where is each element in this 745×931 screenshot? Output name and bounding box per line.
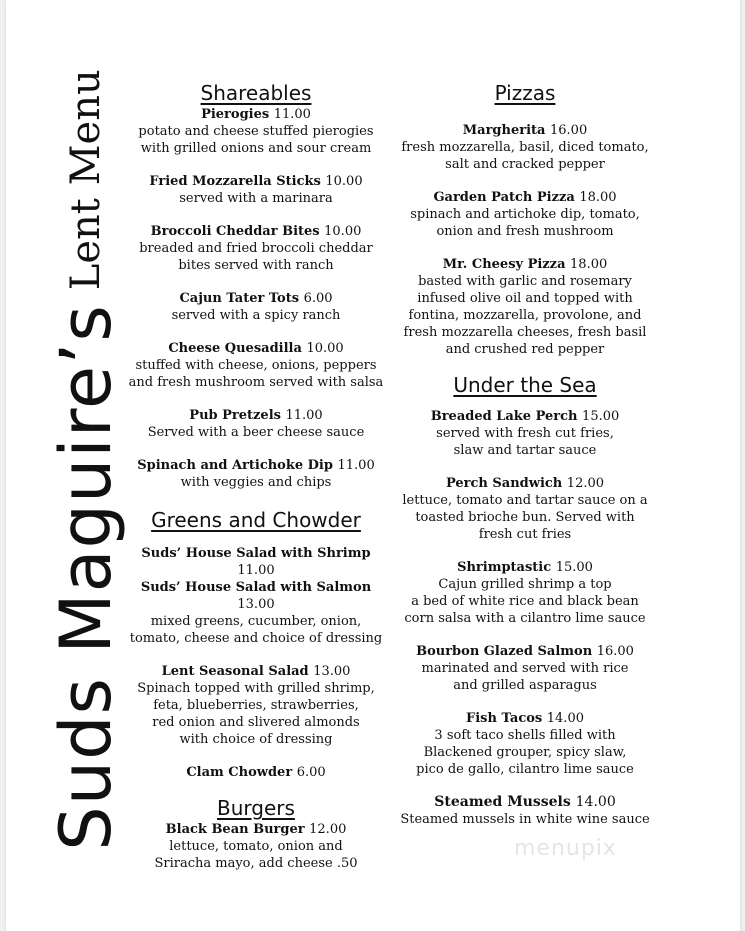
menu-item-broccoli-bites [122, 223, 390, 274]
menu-item-quesadilla [122, 340, 390, 391]
item-desc: spinach and artichoke dip, tomato, [410, 207, 640, 222]
item-desc: Steamed mussels in white wine sauce [400, 812, 650, 827]
item-desc: served with a spicy ranch [171, 308, 341, 323]
menu-item-mr-cheesy [394, 256, 656, 358]
item-desc: and crushed red pepper [445, 342, 605, 357]
item-price: 16.00 [550, 123, 588, 138]
item-desc: corn salsa with a cilantro lime sauce [404, 611, 646, 626]
menu-item-margherita [394, 122, 656, 173]
item-desc: marinated and served with rice [421, 661, 629, 676]
item-desc: bites served with ranch [178, 258, 334, 273]
menu-item-shrimptastic [394, 559, 656, 627]
menu-item-lake-perch [394, 408, 656, 459]
menu-item-seasonal-salad [122, 663, 390, 748]
item-name: Clam Chowder [186, 765, 293, 780]
item-name: Fried Mozzarella Sticks [149, 174, 321, 189]
item-price: 14.00 [575, 794, 616, 810]
item-desc: lettuce, tomato and tartar sauce on a [402, 493, 648, 508]
item-desc: pico de gallo, cilantro lime sauce [416, 762, 634, 777]
item-desc: a bed of white rice and black bean [411, 594, 639, 609]
menu-item-house-salad [122, 545, 390, 647]
item-desc: red onion and slivered almonds [152, 715, 360, 730]
item-desc: fontina, mozzarella, provolone, and [408, 308, 642, 323]
item-desc: basted with garlic and rosemary [418, 274, 632, 289]
item-desc: served with a marinara [179, 191, 333, 206]
item-name: Steamed Mussels [434, 794, 571, 810]
item-name: Garden Patch Pizza [433, 190, 575, 205]
menu-item-fish-tacos [394, 710, 656, 778]
right-column [394, 80, 656, 844]
item-desc: Cajun grilled shrimp a top [438, 577, 612, 592]
item-price: 18.00 [570, 257, 608, 272]
item-desc: with grilled onions and sour cream [140, 141, 372, 156]
item-name: Pub Pretzels [189, 408, 281, 423]
item-price: 10.00 [325, 174, 363, 189]
item-price: 11.00 [285, 408, 323, 423]
item-price: 18.00 [579, 190, 617, 205]
menu-item-perch-sandwich [394, 475, 656, 543]
item-desc: mixed greens, cucumber, onion, [150, 614, 362, 629]
menu-item-steamed-mussels [394, 794, 656, 828]
item-price: 14.00 [546, 711, 584, 726]
menu-item-pierogies [122, 106, 390, 157]
restaurant-name: Suds Maguire’s [45, 304, 127, 851]
item-name: Cheese Quesadilla [168, 341, 302, 356]
item-price: 11.00 [337, 458, 375, 473]
item-desc: Sriracha mayo, add cheese .50 [154, 856, 358, 871]
item-name: Shrimptastic [457, 560, 552, 575]
item-name: Spinach and Artichoke Dip [137, 458, 333, 473]
left-column [122, 80, 390, 888]
item-desc: served with fresh cut fries, [436, 426, 614, 441]
item-desc: with veggies and chips [180, 475, 332, 490]
item-name: Breaded Lake Perch [430, 409, 578, 424]
menu-item-mozzarella-sticks [122, 173, 390, 207]
item-price: 11.00 [237, 563, 275, 578]
section-title-under-the-sea: Under the Sea [453, 373, 597, 397]
item-price: 15.00 [582, 409, 620, 424]
item-desc: potato and cheese stuffed pierogies [138, 124, 374, 139]
item-desc: stuffed with cheese, onions, peppers [135, 358, 377, 373]
item-name: Broccoli Cheddar Bites [150, 224, 320, 239]
section-title-burgers: Burgers [217, 796, 295, 820]
item-name: Suds’ House Salad with Salmon [140, 580, 372, 595]
item-price: 13.00 [237, 597, 275, 612]
item-price: 16.00 [596, 644, 634, 659]
item-desc: with choice of dressing [179, 732, 333, 747]
item-name: Black Bean Burger [165, 822, 305, 837]
item-price: 12.00 [309, 822, 347, 837]
menu-subtitle: Lent Menu [63, 69, 109, 291]
item-desc: Spinach topped with grilled shrimp, [137, 681, 375, 696]
menu-item-tater-tots [122, 290, 390, 324]
item-price: 15.00 [555, 560, 593, 575]
menu-item-pub-pretzels [122, 407, 390, 441]
menu-item-spinach-dip [122, 457, 390, 491]
section-title-pizzas: Pizzas [494, 81, 556, 105]
item-price: 6.00 [296, 765, 326, 780]
item-price: 10.00 [306, 341, 344, 356]
item-name: Suds’ House Salad with Shrimp [141, 546, 371, 561]
section-title-greens: Greens and Chowder [151, 508, 361, 532]
item-desc: and grilled asparagus [453, 678, 597, 693]
item-name: Fish Tacos [466, 711, 543, 726]
menu-item-clam-chowder [122, 764, 390, 781]
item-name: Bourbon Glazed Salmon [416, 644, 593, 659]
item-desc: 3 soft taco shells filled with [434, 728, 616, 743]
item-desc: and fresh mushroom served with salsa [128, 375, 384, 390]
item-name: Perch Sandwich [445, 476, 563, 491]
item-desc: tomato, cheese and choice of dressing [129, 631, 383, 646]
item-name: Cajun Tater Tots [179, 291, 300, 306]
item-desc: toasted brioche bun. Served with [415, 510, 635, 525]
item-desc: fresh mozzarella cheeses, fresh basil [403, 325, 647, 340]
watermark: menupix [514, 836, 617, 861]
item-name: Margherita [462, 123, 546, 138]
item-desc: Served with a beer cheese sauce [147, 425, 365, 440]
item-name: Mr. Cheesy Pizza [442, 257, 566, 272]
menu-item-garden-patch [394, 189, 656, 240]
item-name: Lent Seasonal Salad [161, 664, 309, 679]
item-desc: lettuce, tomato, onion and [169, 839, 343, 854]
item-name: Pierogies [201, 107, 270, 122]
menu-item-black-bean-burger [122, 821, 390, 872]
item-price: 12.00 [566, 476, 605, 491]
item-desc: slaw and tartar sauce [453, 443, 597, 458]
item-desc: breaded and fried broccoli cheddar [139, 241, 373, 256]
item-price: 10.00 [324, 224, 362, 239]
item-desc: feta, blueberries, strawberries, [153, 698, 359, 713]
item-desc: Blackened grouper, spicy slaw, [423, 745, 627, 760]
item-price: 11.00 [273, 107, 311, 122]
item-desc: fresh cut fries [478, 527, 572, 542]
item-price: 6.00 [303, 291, 333, 306]
item-desc: salt and cracked pepper [445, 157, 605, 172]
item-desc: fresh mozzarella, basil, diced tomato, [401, 140, 649, 155]
item-price: 13.00 [313, 664, 351, 679]
item-desc: onion and fresh mushroom [436, 224, 614, 239]
item-desc: infused olive oil and topped with [417, 291, 633, 306]
menu-item-bourbon-salmon [394, 643, 656, 694]
section-title-shareables: Shareables [200, 81, 312, 105]
menu-page [6, 0, 740, 931]
